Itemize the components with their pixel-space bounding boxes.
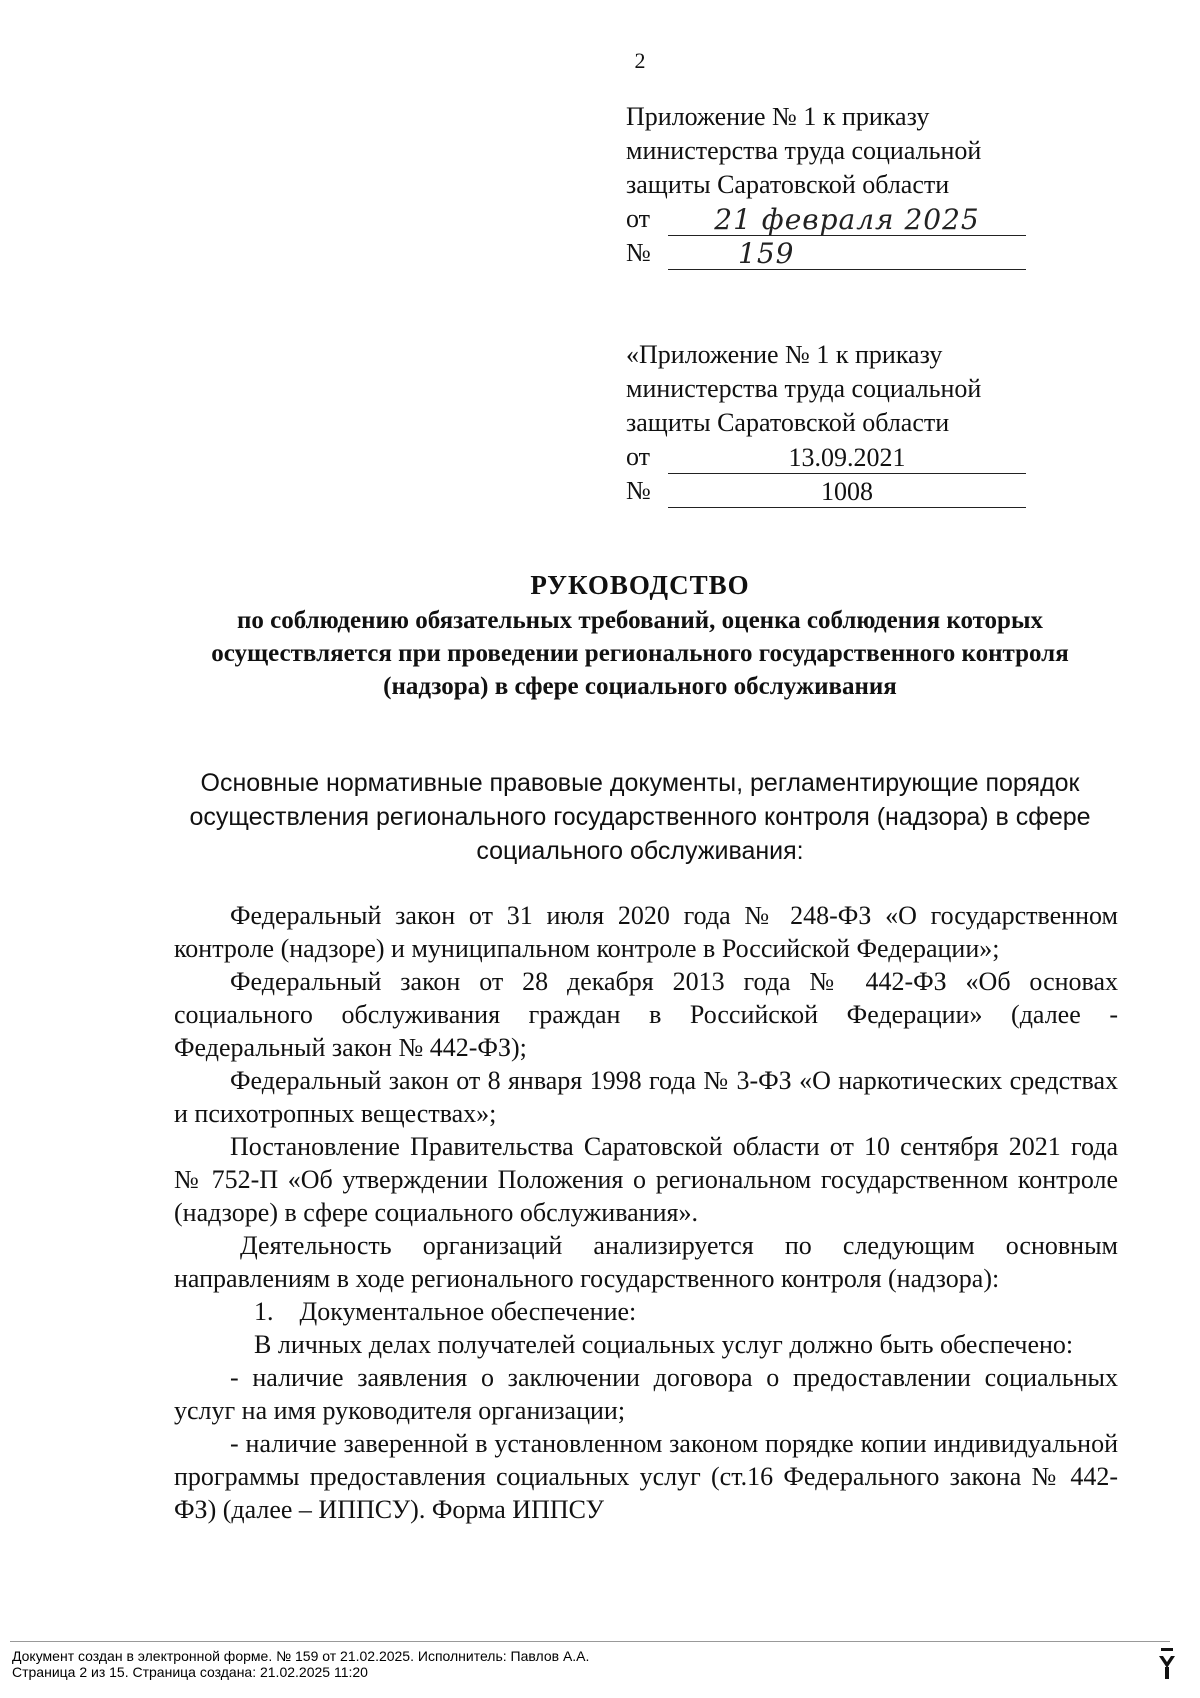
title-main: РУКОВОДСТВО xyxy=(530,570,750,600)
appendix-line-3: защиты Саратовской области xyxy=(626,408,950,437)
page-number: 2 xyxy=(634,48,646,73)
paragraph: Деятельность организаций анализируется по следующим основным направлениям в ходе регионального государственного контроля (надзора): xyxy=(174,1231,1118,1293)
footer xyxy=(12,1648,589,1680)
number-label: № xyxy=(626,476,651,505)
title-subtitle: по соблюдению обязательных требований, оценка соблюдения которых осуществляется при проведении регионального государственного контроля (надзора) в сфере социального обслуживания xyxy=(211,607,1069,700)
appendix-date-row xyxy=(626,202,1026,236)
handwritten-number: 159 xyxy=(668,239,1026,270)
appendix-line-1: «Приложение № 1 к приказу xyxy=(626,340,943,369)
paragraph: Федеральный закон от 31 июля 2020 года № 248-ФЗ «О государственном контроле (надзоре) и муниципальном контроле в Российской Федерации»; xyxy=(174,901,1118,963)
footer-divider xyxy=(10,1641,1170,1642)
number-label: № xyxy=(626,238,651,267)
appendix-number-row xyxy=(626,236,1026,270)
handwritten-date: 21 февраля 2025 xyxy=(668,205,1026,236)
paragraph: Федеральный закон от 8 января 1998 года № 3-ФЗ «О наркотических средствах и психотропных веществах»; xyxy=(174,1066,1118,1128)
appendix-header-previous xyxy=(626,338,1026,508)
document-body xyxy=(174,899,1118,1526)
date-value: 13.09.2021 xyxy=(668,443,1026,474)
appendix-line-3: защиты Саратовской области xyxy=(626,170,950,199)
appendix-line-1: Приложение № 1 к приказу xyxy=(626,102,930,131)
number-value: 1008 xyxy=(668,477,1026,508)
dash-list-item: - наличие заверенной в установленном законом порядке копии индивидуальной программы предоставления социальных услуг (ст.16 Федерального закона № 442-ФЗ) (далее – ИППСУ). Форма ИППСУ xyxy=(174,1429,1118,1524)
paragraph: Постановление Правительства Саратовской области от 10 сентября 2021 года № 752-П «Об утверждении Положения о региональном государственном контроле (надзоре) в сфере социального обслуживания». xyxy=(174,1132,1118,1227)
emblem-icon xyxy=(1156,1642,1178,1682)
date-label: от xyxy=(626,442,651,471)
date-label: от xyxy=(626,204,651,233)
document-title xyxy=(160,566,1120,703)
appendix-line-2: министерства труда социальной xyxy=(626,374,982,403)
intro-text: Основные нормативные правовые документы, регламентирующие порядок осуществления регионального государственного контроля (надзора) в сфере социального обслуживания: xyxy=(189,769,1091,865)
footer-line-1: Документ создан в электронной форме. № 159 от 21.02.2025. Исполнитель: Павлов А.А. xyxy=(12,1648,590,1664)
footer-line-2: Страница 2 из 15. Страница создана: 21.02.2025 11:20 xyxy=(12,1664,368,1680)
dash-list-item: - наличие заявления о заключении договора о предоставлении социальных услуг на имя руководителя организации; xyxy=(174,1363,1118,1425)
paragraph: Федеральный закон от 28 декабря 2013 года № 442-ФЗ «Об основах социального обслуживания граждан в Российской Федерации» (далее - Федеральный закон № 442-ФЗ); xyxy=(174,967,1118,1062)
appendix-number-row xyxy=(626,474,1026,508)
paragraph: В личных делах получателей социальных услуг должно быть обеспечено: xyxy=(254,1330,1074,1359)
appendix-header-current xyxy=(626,100,1026,270)
list-item-heading: 1. Документальное обеспечение: xyxy=(254,1297,637,1326)
appendix-line-2: министерства труда социальной xyxy=(626,136,982,165)
appendix-date-row xyxy=(626,440,1026,474)
